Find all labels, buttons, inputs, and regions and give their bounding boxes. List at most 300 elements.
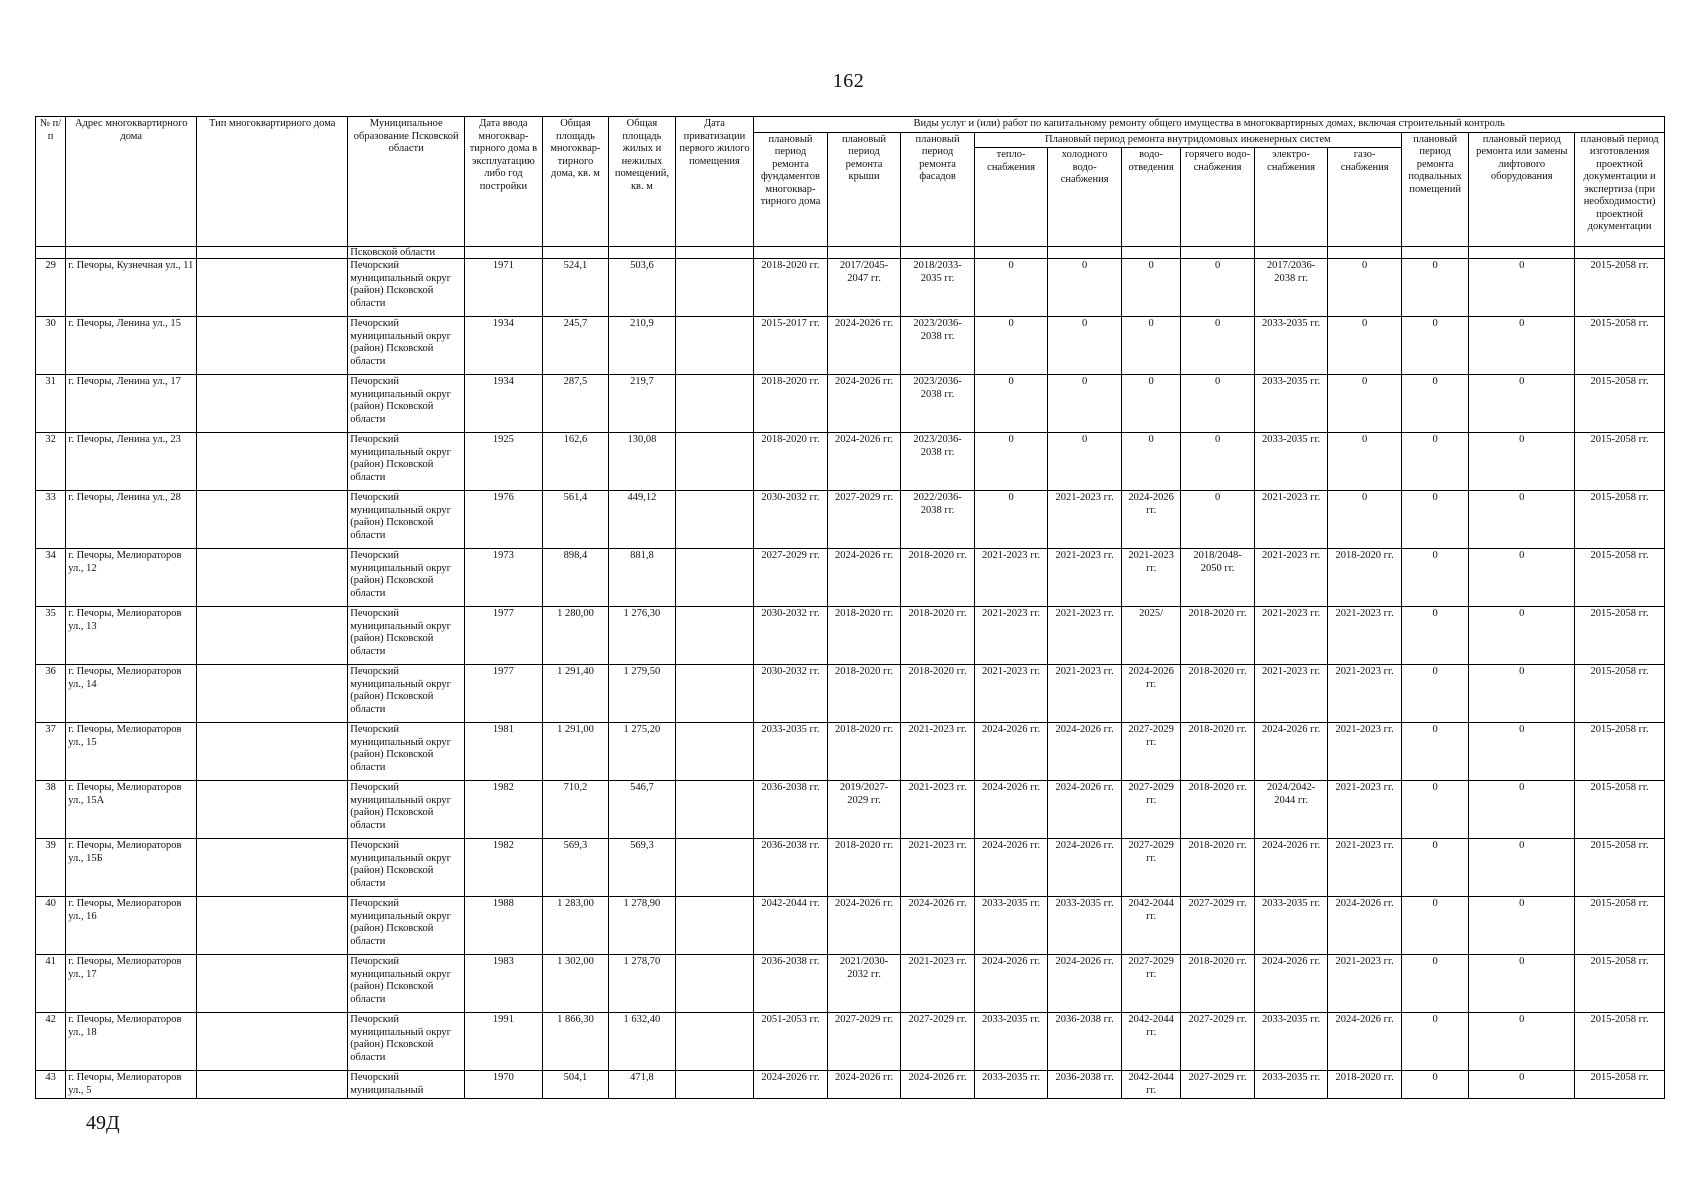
carry-over-row xyxy=(36,247,1665,259)
header-works-group: Виды услуг и (или) работ по капитальному ремонту общего имущества в многоквартирных домах, включая строительный контроль xyxy=(754,117,1665,133)
row-living-area: 1 279,50 xyxy=(609,665,675,723)
row-elevator: 0 xyxy=(1469,317,1575,375)
row-gas: 0 xyxy=(1328,375,1402,433)
row-number: 33 xyxy=(36,491,66,549)
row-hot-water: 2027-2029 гг. xyxy=(1181,1071,1255,1099)
row-elevator: 0 xyxy=(1469,723,1575,781)
header-facade: плановый период ремонта фасадов xyxy=(901,132,975,247)
row-type xyxy=(197,955,348,1013)
header-systems-group: Плановый период ремонта внутридомовых инженерных систем xyxy=(974,132,1401,148)
row-hot-water: 2018-2020 гг. xyxy=(1181,665,1255,723)
row-privatization xyxy=(675,1013,754,1071)
row-address: г. Печоры, Мелиораторов ул., 14 xyxy=(66,665,197,723)
row-year: 1977 xyxy=(465,665,543,723)
row-total-area: 898,4 xyxy=(542,549,608,607)
header-elevator: плановый период ремонта или замены лифтового оборудования xyxy=(1469,132,1575,247)
row-roof: 2018-2020 гг. xyxy=(827,839,901,897)
row-number: 42 xyxy=(36,1013,66,1071)
row-sewer: 2027-2029 гг. xyxy=(1121,781,1180,839)
row-electric: 2033-2035 гг. xyxy=(1254,1013,1328,1071)
row-cold-water: 2033-2035 гг. xyxy=(1048,897,1122,955)
row-heat: 0 xyxy=(974,491,1048,549)
table-row xyxy=(36,317,1665,375)
row-elevator: 0 xyxy=(1469,549,1575,607)
row-electric: 2021-2023 гг. xyxy=(1254,607,1328,665)
row-municipality: Печорский муниципальный округ (район) Псковской области xyxy=(348,375,465,433)
row-elevator: 0 xyxy=(1469,955,1575,1013)
row-heat: 2024-2026 гг. xyxy=(974,781,1048,839)
header-total-area: Общая площадь многоквар-тирного дома, кв. м xyxy=(542,117,608,247)
row-heat: 0 xyxy=(974,317,1048,375)
row-docs: 2015-2058 гг. xyxy=(1575,607,1665,665)
row-heat: 2033-2035 гг. xyxy=(974,1071,1048,1099)
row-type xyxy=(197,259,348,317)
row-type xyxy=(197,665,348,723)
row-facade: 2023/2036-2038 гг. xyxy=(901,375,975,433)
row-elevator: 0 xyxy=(1469,433,1575,491)
row-sewer: 2042-2044 гг. xyxy=(1121,1013,1180,1071)
row-foundation: 2030-2032 гг. xyxy=(754,491,828,549)
row-number: 41 xyxy=(36,955,66,1013)
row-total-area: 561,4 xyxy=(542,491,608,549)
row-basement: 0 xyxy=(1401,433,1468,491)
row-heat: 2021-2023 гг. xyxy=(974,549,1048,607)
row-docs: 2015-2058 гг. xyxy=(1575,665,1665,723)
row-sewer: 2027-2029 гг. xyxy=(1121,723,1180,781)
row-docs: 2015-2058 гг. xyxy=(1575,723,1665,781)
row-gas: 0 xyxy=(1328,433,1402,491)
header-address: Адрес многоквартирного дома xyxy=(66,117,197,247)
row-foundation: 2018-2020 гг. xyxy=(754,259,828,317)
row-sewer: 0 xyxy=(1121,317,1180,375)
row-total-area: 569,3 xyxy=(542,839,608,897)
row-total-area: 162,6 xyxy=(542,433,608,491)
row-docs: 2015-2058 гг. xyxy=(1575,549,1665,607)
table-row xyxy=(36,897,1665,955)
row-total-area: 287,5 xyxy=(542,375,608,433)
table-row xyxy=(36,665,1665,723)
row-elevator: 0 xyxy=(1469,607,1575,665)
header-commission: Дата ввода многоквар-тирного дома в эксплуатацию либо год постройки xyxy=(465,117,543,247)
row-heat: 2033-2035 гг. xyxy=(974,897,1048,955)
row-year: 1934 xyxy=(465,317,543,375)
row-privatization xyxy=(675,491,754,549)
header-type: Тип многоквартирного дома xyxy=(197,117,348,247)
row-municipality: Печорский муниципальный округ (район) Псковской области xyxy=(348,781,465,839)
row-basement: 0 xyxy=(1401,781,1468,839)
header-num: № п/п xyxy=(36,117,66,247)
row-gas: 2018-2020 гг. xyxy=(1328,549,1402,607)
row-foundation: 2018-2020 гг. xyxy=(754,375,828,433)
row-facade: 2021-2023 гг. xyxy=(901,781,975,839)
row-privatization xyxy=(675,781,754,839)
header-sewer: водо-отведения xyxy=(1121,148,1180,247)
row-foundation: 2042-2044 гг. xyxy=(754,897,828,955)
table-row xyxy=(36,839,1665,897)
row-municipality: Печорский муниципальный округ (район) Псковской области xyxy=(348,1013,465,1071)
table-row xyxy=(36,375,1665,433)
row-sewer: 2042-2044 гг. xyxy=(1121,897,1180,955)
row-basement: 0 xyxy=(1401,723,1468,781)
row-electric: 2021-2023 гг. xyxy=(1254,665,1328,723)
row-foundation: 2036-2038 гг. xyxy=(754,839,828,897)
row-roof: 2027-2029 гг. xyxy=(827,491,901,549)
row-basement: 0 xyxy=(1401,1013,1468,1071)
row-elevator: 0 xyxy=(1469,491,1575,549)
row-basement: 0 xyxy=(1401,375,1468,433)
row-elevator: 0 xyxy=(1469,839,1575,897)
row-year: 1971 xyxy=(465,259,543,317)
row-municipality: Печорский муниципальный округ (район) Псковской области xyxy=(348,723,465,781)
row-municipality: Печорский муниципальный округ (район) Псковской области xyxy=(348,259,465,317)
row-elevator: 0 xyxy=(1469,375,1575,433)
row-roof: 2024-2026 гг. xyxy=(827,433,901,491)
row-facade: 2021-2023 гг. xyxy=(901,839,975,897)
row-hot-water: 0 xyxy=(1181,491,1255,549)
row-hot-water: 0 xyxy=(1181,433,1255,491)
row-electric: 2033-2035 гг. xyxy=(1254,317,1328,375)
row-roof: 2027-2029 гг. xyxy=(827,1013,901,1071)
row-sewer: 2027-2029 гг. xyxy=(1121,839,1180,897)
row-cold-water: 0 xyxy=(1048,259,1122,317)
row-sewer: 2024-2026 гг. xyxy=(1121,665,1180,723)
row-total-area: 710,2 xyxy=(542,781,608,839)
row-address: г. Печоры, Мелиораторов ул., 17 xyxy=(66,955,197,1013)
row-basement: 0 xyxy=(1401,955,1468,1013)
row-electric: 2017/2036-2038 гг. xyxy=(1254,259,1328,317)
row-gas: 0 xyxy=(1328,491,1402,549)
row-gas: 2021-2023 гг. xyxy=(1328,607,1402,665)
row-address: г. Печоры, Мелиораторов ул., 13 xyxy=(66,607,197,665)
row-roof: 2017/2045-2047 гг. xyxy=(827,259,901,317)
row-gas: 2021-2023 гг. xyxy=(1328,839,1402,897)
row-roof: 2018-2020 гг. xyxy=(827,665,901,723)
row-cold-water: 2021-2023 гг. xyxy=(1048,549,1122,607)
row-number: 29 xyxy=(36,259,66,317)
row-address: г. Печоры, Мелиораторов ул., 15Б xyxy=(66,839,197,897)
row-privatization xyxy=(675,375,754,433)
row-docs: 2015-2058 гг. xyxy=(1575,259,1665,317)
row-living-area: 881,8 xyxy=(609,549,675,607)
row-living-area: 503,6 xyxy=(609,259,675,317)
row-docs: 2015-2058 гг. xyxy=(1575,1013,1665,1071)
row-cold-water: 2021-2023 гг. xyxy=(1048,607,1122,665)
row-address: г. Печоры, Мелиораторов ул., 15А xyxy=(66,781,197,839)
row-electric: 2024-2026 гг. xyxy=(1254,955,1328,1013)
row-gas: 2021-2023 гг. xyxy=(1328,723,1402,781)
row-sewer: 2024-2026 гг. xyxy=(1121,491,1180,549)
row-electric: 2033-2035 гг. xyxy=(1254,375,1328,433)
row-privatization xyxy=(675,955,754,1013)
row-basement: 0 xyxy=(1401,897,1468,955)
header-privatization: Дата приватизации первого жилого помещения xyxy=(675,117,754,247)
row-type xyxy=(197,1013,348,1071)
row-year: 1988 xyxy=(465,897,543,955)
row-municipality: Печорский муниципальный xyxy=(348,1071,465,1099)
row-year: 1925 xyxy=(465,433,543,491)
row-year: 1991 xyxy=(465,1013,543,1071)
row-foundation: 2030-2032 гг. xyxy=(754,665,828,723)
row-total-area: 1 283,00 xyxy=(542,897,608,955)
header-electric: электро-снабжения xyxy=(1254,148,1328,247)
table-row xyxy=(36,433,1665,491)
header-roof: плановый период ремонта крыши xyxy=(827,132,901,247)
row-gas: 2021-2023 гг. xyxy=(1328,781,1402,839)
row-living-area: 569,3 xyxy=(609,839,675,897)
table-row xyxy=(36,955,1665,1013)
row-elevator: 0 xyxy=(1469,259,1575,317)
row-cold-water: 2036-2038 гг. xyxy=(1048,1013,1122,1071)
row-municipality: Печорский муниципальный округ (район) Псковской области xyxy=(348,491,465,549)
row-address: г. Печоры, Мелиораторов ул., 18 xyxy=(66,1013,197,1071)
row-year: 1982 xyxy=(465,781,543,839)
row-basement: 0 xyxy=(1401,665,1468,723)
row-living-area: 1 275,20 xyxy=(609,723,675,781)
row-total-area: 1 280,00 xyxy=(542,607,608,665)
row-living-area: 219,7 xyxy=(609,375,675,433)
table-row xyxy=(36,259,1665,317)
page-number: 162 xyxy=(832,70,865,92)
row-elevator: 0 xyxy=(1469,897,1575,955)
row-docs: 2015-2058 гг. xyxy=(1575,839,1665,897)
row-heat: 2024-2026 гг. xyxy=(974,955,1048,1013)
header-gas: газо-снабжения xyxy=(1328,148,1402,247)
row-hot-water: 2018-2020 гг. xyxy=(1181,607,1255,665)
row-type xyxy=(197,839,348,897)
row-number: 39 xyxy=(36,839,66,897)
row-basement: 0 xyxy=(1401,839,1468,897)
row-basement: 0 xyxy=(1401,549,1468,607)
row-year: 1982 xyxy=(465,839,543,897)
row-type xyxy=(197,433,348,491)
row-foundation: 2027-2029 гг. xyxy=(754,549,828,607)
row-sewer: 2042-2044 гг. xyxy=(1121,1071,1180,1099)
row-electric: 2033-2035 гг. xyxy=(1254,1071,1328,1099)
header-heat: тепло-снабжения xyxy=(974,148,1048,247)
row-municipality: Печорский муниципальный округ (район) Псковской области xyxy=(348,665,465,723)
row-facade: 2027-2029 гг. xyxy=(901,1013,975,1071)
row-foundation: 2036-2038 гг. xyxy=(754,781,828,839)
row-sewer: 0 xyxy=(1121,375,1180,433)
row-type xyxy=(197,317,348,375)
row-cold-water: 2024-2026 гг. xyxy=(1048,723,1122,781)
row-docs: 2015-2058 гг. xyxy=(1575,897,1665,955)
row-privatization xyxy=(675,897,754,955)
row-heat: 0 xyxy=(974,433,1048,491)
row-electric: 2024-2026 гг. xyxy=(1254,723,1328,781)
row-municipality: Печорский муниципальный округ (район) Псковской области xyxy=(348,897,465,955)
row-total-area: 1 302,00 xyxy=(542,955,608,1013)
row-municipality: Печорский муниципальный округ (район) Псковской области xyxy=(348,607,465,665)
table-row xyxy=(36,1013,1665,1071)
table-row xyxy=(36,723,1665,781)
row-hot-water: 2018/2048-2050 гг. xyxy=(1181,549,1255,607)
row-type xyxy=(197,897,348,955)
header-living-area: Общая площадь жилых и нежилых помещений, кв. м xyxy=(609,117,675,247)
capital-repair-table xyxy=(35,116,1665,1099)
row-basement: 0 xyxy=(1401,607,1468,665)
row-facade: 2023/2036-2038 гг. xyxy=(901,317,975,375)
row-heat: 2021-2023 гг. xyxy=(974,665,1048,723)
row-foundation: 2024-2026 гг. xyxy=(754,1071,828,1099)
row-basement: 0 xyxy=(1401,1071,1468,1099)
row-cold-water: 2024-2026 гг. xyxy=(1048,781,1122,839)
table-row xyxy=(36,781,1665,839)
row-hot-water: 2018-2020 гг. xyxy=(1181,955,1255,1013)
header-municipality: Муниципальное образование Псковской области xyxy=(348,117,465,247)
row-docs: 2015-2058 гг. xyxy=(1575,955,1665,1013)
row-elevator: 0 xyxy=(1469,665,1575,723)
row-foundation: 2036-2038 гг. xyxy=(754,955,828,1013)
row-type xyxy=(197,781,348,839)
table-row xyxy=(36,549,1665,607)
row-type xyxy=(197,491,348,549)
row-docs: 2015-2058 гг. xyxy=(1575,781,1665,839)
row-year: 1976 xyxy=(465,491,543,549)
row-total-area: 1 866,30 xyxy=(542,1013,608,1071)
row-address: г. Печоры, Ленина ул., 15 xyxy=(66,317,197,375)
row-elevator: 0 xyxy=(1469,1013,1575,1071)
row-cold-water: 2021-2023 гг. xyxy=(1048,491,1122,549)
row-hot-water: 2018-2020 гг. xyxy=(1181,781,1255,839)
row-roof: 2024-2026 гг. xyxy=(827,1071,901,1099)
row-privatization xyxy=(675,839,754,897)
row-elevator: 0 xyxy=(1469,1071,1575,1099)
row-electric: 2021-2023 гг. xyxy=(1254,549,1328,607)
row-roof: 2021/2030-2032 гг. xyxy=(827,955,901,1013)
row-gas: 2024-2026 гг. xyxy=(1328,1013,1402,1071)
row-cold-water: 0 xyxy=(1048,433,1122,491)
row-docs: 2015-2058 гг. xyxy=(1575,317,1665,375)
row-privatization xyxy=(675,259,754,317)
row-heat: 0 xyxy=(974,375,1048,433)
row-facade: 2018-2020 гг. xyxy=(901,665,975,723)
row-foundation: 2051-2053 гг. xyxy=(754,1013,828,1071)
row-basement: 0 xyxy=(1401,491,1468,549)
row-number: 31 xyxy=(36,375,66,433)
row-hot-water: 2018-2020 гг. xyxy=(1181,839,1255,897)
row-type xyxy=(197,607,348,665)
header-basement: плановый период ремонта подвальных помещений xyxy=(1401,132,1468,247)
row-roof: 2024-2026 гг. xyxy=(827,375,901,433)
row-sewer: 2027-2029 гг. xyxy=(1121,955,1180,1013)
row-electric: 2021-2023 гг. xyxy=(1254,491,1328,549)
row-type xyxy=(197,549,348,607)
row-number: 34 xyxy=(36,549,66,607)
row-hot-water: 0 xyxy=(1181,375,1255,433)
row-docs: 2015-2058 гг. xyxy=(1575,1071,1665,1099)
row-roof: 2019/2027-2029 гг. xyxy=(827,781,901,839)
row-facade: 2021-2023 гг. xyxy=(901,955,975,1013)
row-living-area: 1 276,30 xyxy=(609,607,675,665)
row-cold-water: 0 xyxy=(1048,317,1122,375)
row-municipality: Печорский муниципальный округ (район) Псковской области xyxy=(348,317,465,375)
row-address: г. Печоры, Мелиораторов ул., 12 xyxy=(66,549,197,607)
row-facade: 2018/2033-2035 гг. xyxy=(901,259,975,317)
row-year: 1973 xyxy=(465,549,543,607)
row-docs: 2015-2058 гг. xyxy=(1575,433,1665,491)
table-body xyxy=(36,247,1665,1099)
row-roof: 2024-2026 гг. xyxy=(827,317,901,375)
row-gas: 2021-2023 гг. xyxy=(1328,665,1402,723)
row-privatization xyxy=(675,665,754,723)
row-docs: 2015-2058 гг. xyxy=(1575,491,1665,549)
row-facade: 2023/2036-2038 гг. xyxy=(901,433,975,491)
row-living-area: 546,7 xyxy=(609,781,675,839)
row-privatization xyxy=(675,317,754,375)
row-docs: 2015-2058 гг. xyxy=(1575,375,1665,433)
row-gas: 2018-2020 гг. xyxy=(1328,1071,1402,1099)
row-basement: 0 xyxy=(1401,317,1468,375)
row-address: г. Печоры, Ленина ул., 23 xyxy=(66,433,197,491)
row-facade: 2022/2036-2038 гг. xyxy=(901,491,975,549)
row-address: г. Печоры, Кузнечная ул., 11 xyxy=(66,259,197,317)
header-foundation: плановый период ремонта фундаментов многоквар-тирного дома xyxy=(754,132,828,247)
row-hot-water: 2018-2020 гг. xyxy=(1181,723,1255,781)
row-municipality: Печорский муниципальный округ (район) Псковской области xyxy=(348,549,465,607)
row-number: 36 xyxy=(36,665,66,723)
table-row xyxy=(36,607,1665,665)
row-hot-water: 0 xyxy=(1181,317,1255,375)
row-living-area: 210,9 xyxy=(609,317,675,375)
row-privatization xyxy=(675,607,754,665)
row-privatization xyxy=(675,433,754,491)
row-privatization xyxy=(675,549,754,607)
row-living-area: 1 278,90 xyxy=(609,897,675,955)
row-hot-water: 2027-2029 гг. xyxy=(1181,897,1255,955)
row-cold-water: 2021-2023 гг. xyxy=(1048,665,1122,723)
row-roof: 2018-2020 гг. xyxy=(827,607,901,665)
row-living-area: 1 278,70 xyxy=(609,955,675,1013)
row-living-area: 471,8 xyxy=(609,1071,675,1099)
row-electric: 2024/2042-2044 гг. xyxy=(1254,781,1328,839)
row-number: 37 xyxy=(36,723,66,781)
row-gas: 2021-2023 гг. xyxy=(1328,955,1402,1013)
row-number: 40 xyxy=(36,897,66,955)
row-hot-water: 2027-2029 гг. xyxy=(1181,1013,1255,1071)
row-total-area: 504,1 xyxy=(542,1071,608,1099)
row-total-area: 1 291,40 xyxy=(542,665,608,723)
row-address: г. Печоры, Ленина ул., 28 xyxy=(66,491,197,549)
row-number: 43 xyxy=(36,1071,66,1099)
row-gas: 2024-2026 гг. xyxy=(1328,897,1402,955)
row-facade: 2018-2020 гг. xyxy=(901,549,975,607)
header-cold-water: холодного водо-снабжения xyxy=(1048,148,1122,247)
row-year: 1934 xyxy=(465,375,543,433)
row-type xyxy=(197,375,348,433)
row-address: г. Печоры, Мелиораторов ул., 16 xyxy=(66,897,197,955)
row-privatization xyxy=(675,723,754,781)
row-address: г. Печоры, Мелиораторов ул., 15 xyxy=(66,723,197,781)
row-type xyxy=(197,1071,348,1099)
row-heat: 2024-2026 гг. xyxy=(974,839,1048,897)
row-facade: 2021-2023 гг. xyxy=(901,723,975,781)
row-hot-water: 0 xyxy=(1181,259,1255,317)
row-living-area: 1 632,40 xyxy=(609,1013,675,1071)
row-municipality: Печорский муниципальный округ (район) Псковской области xyxy=(348,955,465,1013)
row-address: г. Печоры, Мелиораторов ул., 5 xyxy=(66,1071,197,1099)
row-total-area: 524,1 xyxy=(542,259,608,317)
row-year: 1970 xyxy=(465,1071,543,1099)
row-municipality: Печорский муниципальный округ (район) Псковской области xyxy=(348,839,465,897)
row-roof: 2018-2020 гг. xyxy=(827,723,901,781)
row-electric: 2033-2035 гг. xyxy=(1254,433,1328,491)
row-municipality: Печорский муниципальный округ (район) Псковской области xyxy=(348,433,465,491)
row-year: 1983 xyxy=(465,955,543,1013)
row-total-area: 1 291,00 xyxy=(542,723,608,781)
row-cold-water: 0 xyxy=(1048,375,1122,433)
row-elevator: 0 xyxy=(1469,781,1575,839)
